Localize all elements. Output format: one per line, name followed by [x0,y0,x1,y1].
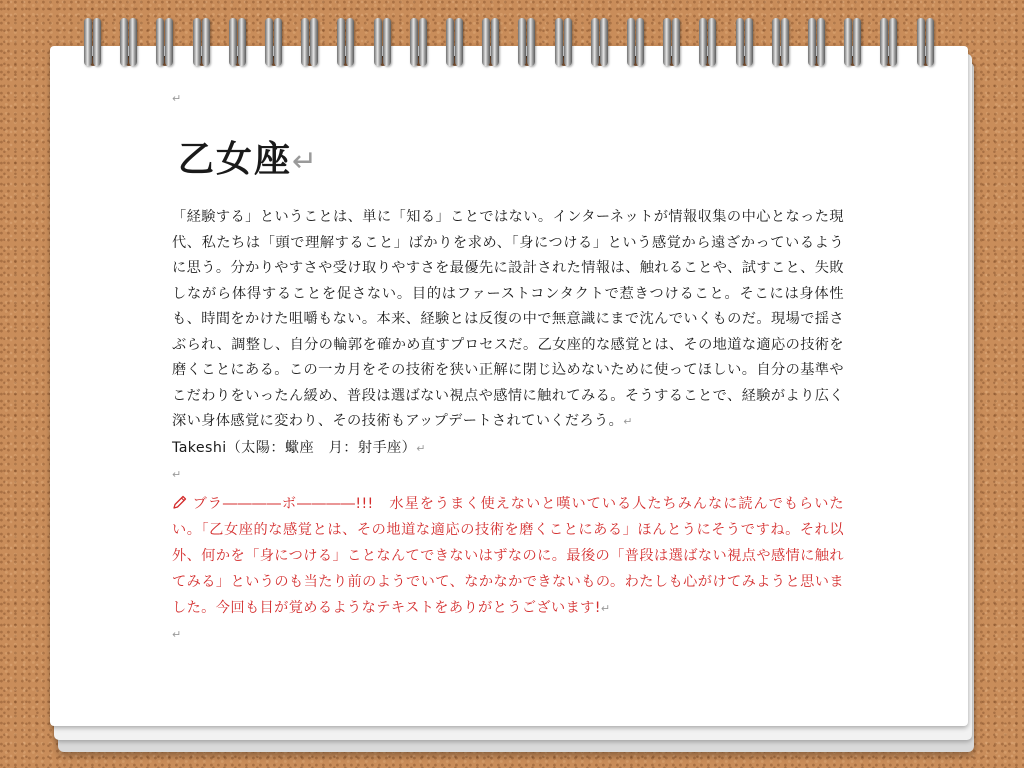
signature-text: Takeshi（太陽：蠍座 月：射手座） [172,439,417,456]
spiral-ring [663,18,671,66]
spiral-ring [301,18,309,66]
editor-comment [172,491,844,622]
spiral-ring [672,18,680,66]
blank-paragraph-mark: ↵ [172,467,182,481]
spiral-ring [817,18,825,66]
body-paragraph-mark: ↵ [623,415,633,428]
spiral-ring [527,18,535,66]
spiral-ring [844,18,852,66]
spiral-ring [310,18,318,66]
spiral-ring [265,18,273,66]
spiral-ring [93,18,101,66]
spiral-ring [193,18,201,66]
article-text: 「経験する」ということは、単に「知る」ことではない。インターネットが情報収集の中心となった現代、私たちは「頭で理解すること」ばかりを求め、「身につける」という感覚から遠ざかっているように思う。分かりやすさや受け取りやすさを最優先に設計された情報は、触れることや、試すこと、失敗しながら体得することを促さない。目的はファーストコンタクトで惹きつけること。そこには身体性も、時間をかけた咀嚼もない。本来、経験とは反復の中で無意識にまで沈んでいくものだ。現場で揺さぶられ、調整し、自分の輪郭を確かめ直すプロセスだ。乙女座的な感覚とは、その地道な適応の技術を磨くことにある。この一カ月をその技術を狭い正解に閉じ込めないために使ってほしい。自分の基準やこだわりをいったん緩め、普段は選ばない視点や感情に触れてみる。そうすることで、経験がより広く深い身体感覚に変わり、その技術もアップデートされていくだろう。 [172,209,844,429]
spiral-ring [564,18,572,66]
page-title: 乙女座 [178,139,293,180]
spiral-ring [238,18,246,66]
spiral-ring [383,18,391,66]
spiral-ring [518,18,526,66]
spiral-ring [808,18,816,66]
spiral-ring [627,18,635,66]
spiral-ring [853,18,861,66]
spiral-ring [708,18,716,66]
spiral-ring [419,18,427,66]
spiral-ring [555,18,563,66]
spiral-ring [229,18,237,66]
spiral-ring [591,18,599,66]
spiral-ring [165,18,173,66]
spiral-ring [926,18,934,66]
paragraph-mark-top: ↵ [172,92,182,105]
spiral-ring [699,18,707,66]
article-body [172,205,844,435]
spiral-ring [120,18,128,66]
spiral-ring [346,18,354,66]
comment-text: ブラ――――ボ――――!!! 水星をうまく使えないと嘆いている人たちみんなに読んでもらいたい。「乙女座的な感覚とは、その地道な適応の技術を磨くことにある」ほんとうにそうですね。それ以外、何かを「身につける」ことなんてできないはずなのに。最後の「普段は選ばない視点や感情に触れてみる」というのも当たり前のようでいて、なかなかできないもの。わたしも心がけてみようと思いました。今回も目が覚めるようなテキストをありがとうございます! [172,495,844,616]
bottom-paragraph-mark: ↵ [172,627,182,641]
spiral-ring [889,18,897,66]
spiral-ring [156,18,164,66]
spiral-ring [374,18,382,66]
spiral-ring [337,18,345,66]
blank-line [172,462,844,487]
blank-line-bottom [172,622,844,647]
spiral-ring [736,18,744,66]
spiral-ring [491,18,499,66]
spiral-ring [745,18,753,66]
spiral-ring [84,18,92,66]
spiral-ring [781,18,789,66]
spiral-ring [129,18,137,66]
pencil-icon [172,494,188,510]
signature-paragraph-mark: ↵ [416,441,426,455]
title-paragraph-mark: ↵ [292,144,320,179]
spiral-ring [880,18,888,66]
spiral-ring [202,18,210,66]
spiral-ring [274,18,282,66]
spiral-ring [410,18,418,66]
comment-paragraph-mark: ↵ [600,601,611,615]
author-signature [172,435,844,462]
page-title-line [178,135,844,187]
spiral-ring [917,18,925,66]
spiral-ring [482,18,490,66]
spiral-ring [772,18,780,66]
spiral-ring [455,18,463,66]
document-content [172,92,844,647]
spiral-ring [446,18,454,66]
spiral-ring [600,18,608,66]
spiral-ring [636,18,644,66]
